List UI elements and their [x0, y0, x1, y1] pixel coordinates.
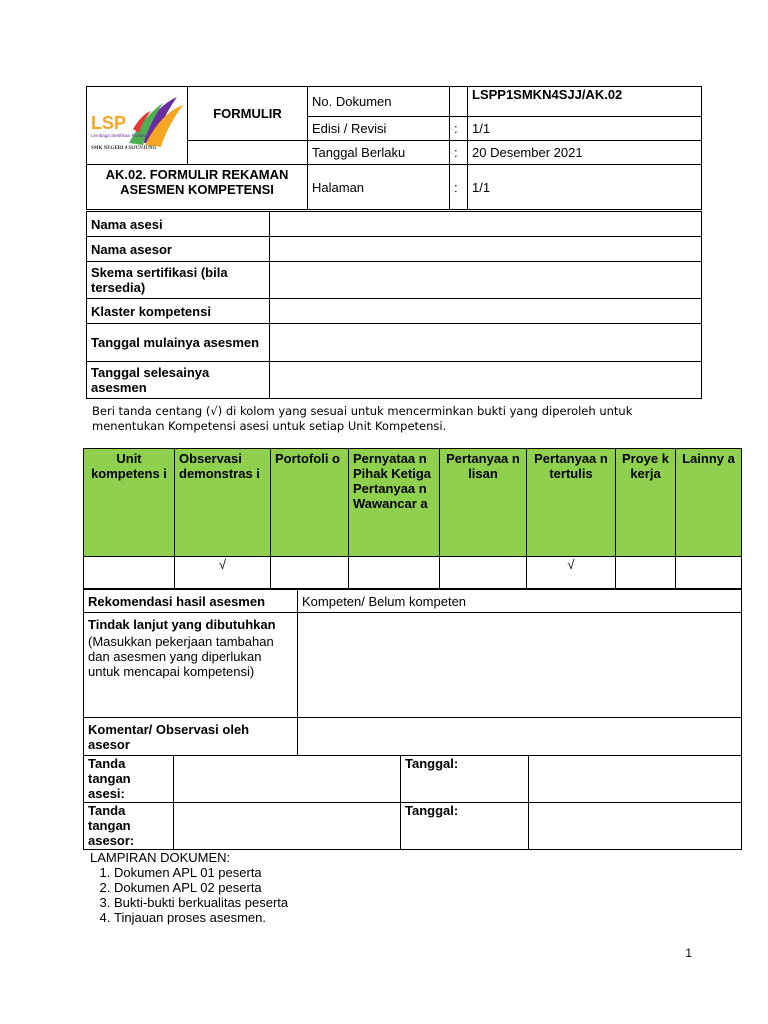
- attachment-item: 3. Bukti-bukti berkualitas peserta: [114, 895, 288, 910]
- halaman-sep: :: [450, 165, 468, 210]
- tanggal-berlaku-sep: :: [450, 140, 468, 164]
- klaster-label: Klaster kompetensi: [87, 299, 270, 324]
- recommendation-table: [83, 589, 742, 756]
- nama-asesor-label: Nama asesor: [87, 237, 270, 262]
- header-observasi: Observasi demonstras i: [175, 449, 271, 557]
- halaman-label: Halaman: [308, 165, 450, 210]
- page-number: 1: [685, 946, 692, 960]
- lsp-logo: [89, 89, 185, 159]
- komentar-label: Komentar/ Observasi oleh asesor: [84, 718, 298, 756]
- tanggal-mulai-label: Tanggal mulainya asesmen: [87, 324, 270, 362]
- attachment-item: 4. Tinjauan proses asesmen.: [114, 910, 288, 925]
- header-portofolio: Portofoli o: [271, 449, 349, 557]
- check-pertanyaan-tertulis[interactable]: √: [527, 557, 616, 589]
- tindak-lanjut-label: Tindak lanjut yang dibutuhkan: [88, 617, 276, 632]
- identity-table: [86, 211, 702, 399]
- attachments-list: [90, 865, 288, 925]
- check-pertanyaan-lisan[interactable]: [440, 557, 527, 589]
- tanggal-selesai-field[interactable]: [270, 362, 702, 399]
- header-pertanyaan-tertulis: Pertanyaa n tertulis: [527, 449, 616, 557]
- header-pertanyaan-lisan: Pertanyaa n lisan: [440, 449, 527, 557]
- attachment-item: 1. Dokumen APL 01 peserta: [114, 865, 288, 880]
- tanggal-asesi-field[interactable]: [529, 756, 742, 803]
- tanggal-asesor-field[interactable]: [529, 803, 742, 850]
- skema-field[interactable]: [270, 262, 702, 299]
- ttd-asesi-field[interactable]: [174, 756, 401, 803]
- skema-label: Skema sertifikasi (bila tersedia): [87, 262, 270, 299]
- nama-asesor-field[interactable]: [270, 237, 702, 262]
- form-title: AK.02. FORMULIR REKAMAN ASESMEN KOMPETENSI: [87, 165, 308, 210]
- check-observasi[interactable]: √: [175, 557, 271, 589]
- edisi-sep: :: [450, 116, 468, 140]
- header-pernyataan: Pernyataa n Pihak Ketiga Pertanyaa n Wawancar a: [349, 449, 440, 557]
- no-dokumen-value: LSPP1SMKN4SJJ/AK.02: [468, 87, 702, 117]
- rekomendasi-value[interactable]: Kompeten/ Belum kompeten: [298, 590, 742, 613]
- halaman-value: 1/1: [468, 165, 702, 210]
- no-dokumen-label: No. Dokumen: [308, 87, 450, 117]
- instruction-text: Beri tanda centang (√) di kolom yang sesuai untuk mencerminkan bukti yang diperoleh untuk menentukan Kompetensi asesi untuk setiap Unit Kompetensi.: [92, 404, 633, 433]
- signature-table: [83, 755, 742, 850]
- tanggal-asesi-label: Tanggal:: [401, 756, 529, 803]
- klaster-field[interactable]: [270, 299, 702, 324]
- evidence-table: [83, 448, 742, 589]
- rekomendasi-label: Rekomendasi hasil asesmen: [84, 590, 298, 613]
- attachments: [90, 850, 288, 925]
- check-proyek-kerja[interactable]: [616, 557, 676, 589]
- check-lainnya[interactable]: [676, 557, 742, 589]
- tanggal-selesai-label: Tanggal selesainya asesmen: [87, 362, 270, 399]
- no-dokumen-sep: [450, 87, 468, 117]
- formulir-spacer: [188, 140, 308, 164]
- header-table: [86, 86, 702, 210]
- logo-text: LSP: [91, 113, 127, 133]
- edisi-label: Edisi / Revisi: [308, 116, 450, 140]
- tindak-lanjut-field[interactable]: [298, 613, 742, 718]
- tanggal-asesor-label: Tanggal:: [401, 803, 529, 850]
- ttd-asesor-field[interactable]: [174, 803, 401, 850]
- tanggal-berlaku-label: Tanggal Berlaku: [308, 140, 450, 164]
- header-proyek-kerja: Proye k kerja: [616, 449, 676, 557]
- tanggal-mulai-field[interactable]: [270, 324, 702, 362]
- check-pernyataan[interactable]: [349, 557, 440, 589]
- tanggal-berlaku-value: 20 Desember 2021: [468, 140, 702, 164]
- ttd-asesi-label: Tanda tangan asesi:: [84, 756, 174, 803]
- cell-unit-kompetensi[interactable]: [84, 557, 175, 589]
- ttd-asesor-label: Tanda tangan asesor:: [84, 803, 174, 850]
- header-lainnya: Lainny a: [676, 449, 742, 557]
- logo-school: SMK NEGERI 4 SIJUNJUNG: [91, 146, 157, 151]
- check-portofolio[interactable]: [271, 557, 349, 589]
- attachments-title: LAMPIRAN DOKUMEN:: [90, 850, 231, 865]
- edisi-value: 1/1: [468, 116, 702, 140]
- tindak-lanjut-note: (Masukkan pekerjaan tambahan dan asesmen yang diperlukan untuk mencapai kompetensi): [88, 634, 274, 679]
- komentar-field[interactable]: [298, 718, 742, 756]
- nama-asesi-label: Nama asesi: [87, 212, 270, 237]
- nama-asesi-field[interactable]: [270, 212, 702, 237]
- attachment-item: 2. Dokumen APL 02 peserta: [114, 880, 288, 895]
- logo-subtitle: Lembaga Sertifikasi Profesi: [91, 133, 146, 138]
- header-unit-kompetensi: Unit kompetens i: [84, 449, 175, 557]
- logo-cell: [87, 87, 188, 165]
- formulir-cell: FORMULIR: [188, 87, 308, 141]
